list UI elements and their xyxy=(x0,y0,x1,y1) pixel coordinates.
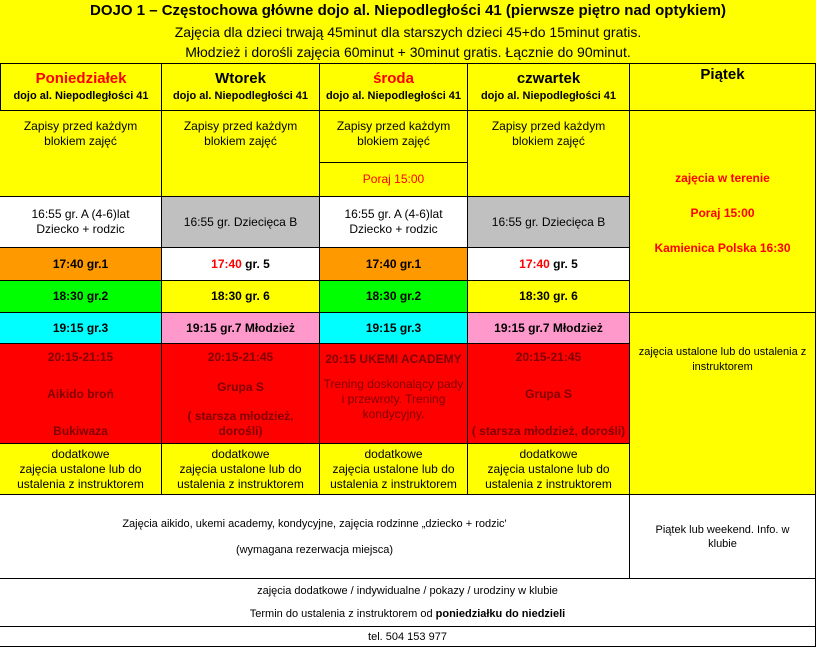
friday-arranged-classes xyxy=(630,313,816,495)
cell-1655-monday xyxy=(0,197,162,248)
cell-1740-thursday xyxy=(468,248,630,281)
wednesday-poraj-text: Poraj 15:00 xyxy=(362,172,425,186)
extra-label: dodatkowe xyxy=(364,446,423,461)
friday-field-label: zajęcia w terenie xyxy=(675,171,770,185)
phone-number: tel. 504 153 977 xyxy=(368,630,447,643)
day-place: dojo al. Niepodległości 41 xyxy=(480,90,617,102)
class-text: 18:30 gr. 6 xyxy=(211,289,270,303)
class-time: 17:40 xyxy=(519,256,550,271)
info-text: Zajęcia aikido, ukemi academy, kondycyjne, zajęcia rodzinne „dziecko + rodzic' xyxy=(122,517,507,530)
class-description: Trening doskonalący pady i przewroty. Trening kondycyjny. xyxy=(323,377,464,421)
class-time: 20:15-21:15 xyxy=(47,350,114,364)
schedule-header xyxy=(0,0,816,64)
day-place: dojo al. Niepodległości 41 xyxy=(172,90,309,102)
class-text: 17:40 gr.1 xyxy=(365,256,422,271)
class-text xyxy=(211,257,270,272)
class-subname: ( starsza młodzież, dorośli) xyxy=(471,424,626,438)
cell-1655-tuesday xyxy=(162,197,320,248)
day-place: dojo al. Niepodległości 41 xyxy=(13,90,149,102)
signup-cell-monday xyxy=(0,111,162,197)
day-header-friday xyxy=(630,64,816,111)
class-text: 18:30 gr.2 xyxy=(365,289,422,303)
signup-cell-wednesday xyxy=(320,111,468,163)
extra-text: zajęcia ustalone lub do ustalenia z instruktorem xyxy=(177,461,304,491)
header-line-children: Zajęcia dla dzieci trwają 45minut dla starszych dzieci 45+do 15minut gratis. xyxy=(174,24,642,40)
info-reservation: (wymagana rezerwacja miejsca) xyxy=(235,543,394,556)
wednesday-poraj-cell xyxy=(320,163,468,197)
class-text: 16:55 gr. Dziecięca B xyxy=(491,214,606,229)
day-name: Poniedziałek xyxy=(35,70,127,87)
class-text xyxy=(519,257,578,272)
info-cell xyxy=(0,495,630,579)
class-subname: Bukiwaza xyxy=(53,424,108,438)
extra-label: dodatkowe xyxy=(519,446,578,461)
footer-arrange-prefix: Termin do ustalenia z instruktorem od xyxy=(249,608,436,621)
class-text: 16:55 gr. Dziecięca B xyxy=(183,214,298,229)
day-header-wednesday xyxy=(320,64,468,111)
class-text: 18:30 gr. 6 xyxy=(519,289,578,303)
footer-phone-cell xyxy=(0,627,816,647)
page-title: DOJO 1 – Częstochowa główne dojo al. Niepodległości 41 (pierwsze piętro nad optykiem) xyxy=(90,2,726,19)
class-text: 19:15 gr.3 xyxy=(52,320,109,335)
class-name: Aikido broń xyxy=(47,387,114,401)
class-subname: ( starsza młodzież, dorośli) xyxy=(187,409,294,438)
signup-text: Zapisy przed każdym blokiem zajęć xyxy=(336,119,451,148)
day-name: czwartek xyxy=(516,70,581,87)
extra-cell-monday xyxy=(0,444,162,495)
cell-1915-monday xyxy=(0,313,162,344)
extra-cell-wednesday xyxy=(320,444,468,495)
cell-1915-tuesday xyxy=(162,313,320,344)
cell-1915-thursday xyxy=(468,313,630,344)
signup-cell-tuesday xyxy=(162,111,320,197)
cell-1740-monday xyxy=(0,248,162,281)
cell-1915-wednesday xyxy=(320,313,468,344)
cell-1830-monday xyxy=(0,281,162,313)
footer-info xyxy=(0,579,816,627)
extra-label: dodatkowe xyxy=(211,446,270,461)
cell-1830-thursday xyxy=(468,281,630,313)
class-time: 17:40 xyxy=(211,256,242,271)
footer-arrange-text xyxy=(250,607,565,621)
class-text: 19:15 gr.3 xyxy=(365,320,422,335)
signup-text: Zapisy przed każdym blokiem zajęć xyxy=(23,119,138,148)
cell-1830-tuesday xyxy=(162,281,320,313)
class-group: gr. 5 xyxy=(549,256,578,271)
day-place: dojo al. Niepodległości 41 xyxy=(325,90,462,102)
cell-1830-wednesday xyxy=(320,281,468,313)
cell-1655-thursday xyxy=(468,197,630,248)
cell-1740-tuesday xyxy=(162,248,320,281)
info-friday-cell xyxy=(630,495,816,579)
footer-arrange-days: poniedziałku do niedzieli xyxy=(435,608,566,621)
day-header-monday xyxy=(0,64,162,111)
class-name: Grupa S xyxy=(525,387,572,401)
class-text: 16:55 gr. A (4-6)lat Dziecko + rodzic xyxy=(344,207,443,236)
day-name: Piątek xyxy=(700,66,745,83)
friday-field-classes xyxy=(630,111,816,313)
friday-arranged-text: zajęcia ustalone lub do ustalenia z instruktorem xyxy=(638,346,807,373)
class-time: 20:15-21:45 xyxy=(207,350,274,364)
cell-2015-monday xyxy=(0,344,162,444)
class-text: 18:30 gr.2 xyxy=(52,289,109,303)
class-text: 19:15 gr.7 Młodzież xyxy=(494,320,603,335)
info-friday-text: Piątek lub weekend. Info. w klubie xyxy=(655,523,790,550)
class-text: 16:55 gr. A (4-6)lat Dziecko + rodzic xyxy=(31,207,130,236)
day-header-tuesday xyxy=(162,64,320,111)
class-name: Grupa S xyxy=(217,379,264,394)
signup-text: Zapisy przed każdym blokiem zajęć xyxy=(491,119,606,148)
cell-1655-wednesday xyxy=(320,197,468,248)
class-text: 19:15 gr.7 Młodzież xyxy=(186,320,295,335)
extra-cell-thursday xyxy=(468,444,630,495)
header-line-adults: Młodzież i dorośli zajęcia 60minut + 30minut gratis. Łącznie do 90minut. xyxy=(185,44,631,60)
cell-2015-thursday xyxy=(468,344,630,444)
class-time: 20:15-21:45 xyxy=(515,350,582,364)
extra-text: zajęcia ustalone lub do ustalenia z instruktorem xyxy=(485,461,612,491)
extra-cell-tuesday xyxy=(162,444,320,495)
class-text: 17:40 gr.1 xyxy=(52,256,109,271)
signup-cell-thursday xyxy=(468,111,630,197)
class-group: gr. 5 xyxy=(241,256,270,271)
friday-kamienica: Kamienica Polska 16:30 xyxy=(654,241,791,255)
cell-2015-wednesday xyxy=(320,344,468,444)
day-header-thursday xyxy=(468,64,630,111)
extra-text: zajęcia ustalone lub do ustalenia z instruktorem xyxy=(17,461,144,491)
cell-1740-wednesday xyxy=(320,248,468,281)
day-name: środa xyxy=(373,70,414,87)
class-time: 20:15 UKEMI ACADEMY xyxy=(325,352,462,366)
extra-label: dodatkowe xyxy=(51,446,110,461)
extra-text: zajęcia ustalone lub do ustalenia z instruktorem xyxy=(330,461,457,491)
signup-text: Zapisy przed każdym blokiem zajęć xyxy=(183,119,298,148)
friday-poraj: Poraj 15:00 xyxy=(690,206,755,220)
day-name: Wtorek xyxy=(215,70,266,87)
cell-2015-tuesday xyxy=(162,344,320,444)
footer-extra-classes: zajęcia dodatkowe / indywidualne / pokazy / urodziny w klubie xyxy=(257,584,558,597)
